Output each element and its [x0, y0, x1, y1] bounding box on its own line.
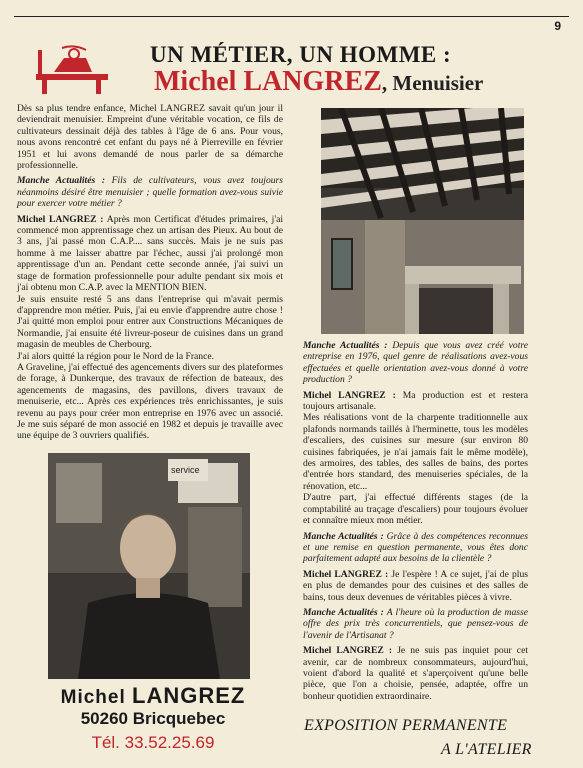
- answer-1-paragraph-2: Je suis ensuite resté 5 ans dans l'entreprise qui m'avait permis d'apprendre mon métier. Puis, j'ai eu envie d'apprendre autre chose ! J'ai quitté mon emploi pour entrer aux Constructions Mécaniques de Normandie, j'ai ensuite été livreur-poseur de cuisines dans un grand magasin de meubles de Cherbourg.: [17, 293, 283, 351]
- question-speaker: Manche Actualités :: [17, 175, 106, 187]
- exposition-line-1: EXPOSITION PERMANENTE: [304, 717, 508, 734]
- answer-1: [17, 214, 283, 294]
- card-last-name: LANGREZ: [132, 683, 246, 708]
- service-sign: service: [171, 465, 200, 475]
- headline-trade: , Menuisier: [381, 71, 484, 95]
- question-3: [303, 531, 528, 565]
- question-4: [303, 607, 528, 641]
- portrait-photo: [48, 453, 250, 679]
- question-speaker: Manche Actualités :: [303, 340, 388, 351]
- question-1: [17, 175, 283, 209]
- workbench-logo-icon: [34, 44, 110, 96]
- question-2: [303, 340, 528, 386]
- answer-text: Je l'espère ! A ce sujet, j'ai de plus en plus de demandes pour des cuisines et des salles de bains, tous deux devenues de véritables pièces à vivre.: [303, 568, 528, 603]
- answer-text: Je ne suis pas inquiet pour cet avenir, car de nombreux consommateurs, aujourd'hui, voient d'abord la qualité et s'aperçoivent qu'une belle pièce, que l'on a choisie, pensée, adaptée, offre un bonheur quotidien extraordinaire.: [303, 645, 528, 702]
- card-city: 50260 Bricquebec: [80, 709, 226, 728]
- answer-speaker: Michel LANGREZ :: [17, 213, 104, 225]
- answer-speaker: Michel LANGREZ :: [303, 389, 396, 401]
- answer-2-paragraph-3: D'autre part, j'ai effectué différents stages (de la comptabilité au traçage d'escaliers) pour toujours évoluer et connaître mieux mon métier.: [303, 492, 528, 527]
- exposition-line-2: A L'ATELIER: [441, 741, 532, 758]
- answer-3: [303, 569, 528, 603]
- top-rule: [14, 16, 569, 17]
- page-number: 9: [554, 19, 561, 33]
- question-text: A l'heure où la production de masse offre des prix très concurrentiels, que pensez-vous de l'avenir de l'Artisanat ?: [303, 606, 528, 641]
- answer-1-paragraph-3: J'ai alors quitté la région pour le Nord de la France.: [17, 350, 215, 362]
- question-speaker: Manche Actualités :: [303, 606, 384, 618]
- answer-text: Ma production est et restera toujours artisanale.: [303, 389, 528, 413]
- answer-4: [303, 645, 528, 702]
- headline-person-name: Michel LANGREZ: [154, 66, 382, 97]
- answer-speaker: Michel LANGREZ :: [303, 645, 393, 657]
- left-column: [17, 103, 283, 446]
- headline: UN MÉTIER, UN HOMME :: [150, 42, 452, 67]
- question-text: Fils de cultivateurs, vous avez toujours néanmoins désiré être menuisier ; quelle formation avez-vous suivie pour exercer votre métier ?: [17, 175, 284, 210]
- intro-paragraph: Dès sa plus tendre enfance, Michel LANGREZ savait qu'un jour il deviendrait menuisier. Empreint d'une véritable vocation, ce fils de cultivateurs dessinait déjà des tables à l'âge de 6 ans. Pour vous, nous avons rencontré cet enfant du pays né à Pierreville en février 1951 et lui avons demandé de nous parler de sa démarche professionnelle.: [17, 103, 283, 172]
- workshop-ceiling-photo: [321, 108, 524, 334]
- question-text: Grâce à des compétences reconnues et une remise en question permanente, vous êtes donc parfaitement adapté aux besoins de la clientèle ?: [303, 530, 528, 565]
- answer-2-paragraph-2: Mes réalisations vont de la charpente traditionnelle aux plafonds normands taillés à l'herminette, tous les modèles d'escaliers, des cuisines sur mesure (sur environ 80 cuisines fabriquées, je n'ai jamais fait le même modèle), des armoires, des tables, des salles de bains, des portes d'entrée hors standard, des menuiseries spéciales, de la rénovation, etc...: [303, 412, 528, 492]
- card-telephone: Tél. 33.52.25.69: [91, 733, 215, 752]
- answer-speaker: Michel LANGREZ :: [303, 568, 389, 580]
- answer-text: Après mon Certificat d'études primaires, j'ai commencé mon apprentissage chez un artisan des Pieux. Au bout de 3 ans, j'ai passé mon C.A.P.... sans succès. Mais je ne suis pas homme à me laisser abattre par l'échec, aussi j'ai prolongé mon apprentissage d'un an. Pendant cette seconde année, j'ai suivi un stage de formation professionnelle pour adulte pendant six mois et j'ai obtenu mon C.A.P. avec la MENTION BIEN.: [17, 213, 283, 294]
- answer-2: [303, 390, 528, 413]
- question-text: Depuis que vous avez créé votre entreprise en 1976, quel genre de réalisations avez-vous effectuées et quelle orientation avez-vous donné à votre production ?: [303, 340, 528, 386]
- question-speaker: Manche Actualités :: [303, 530, 384, 542]
- headline-name-line: [154, 66, 483, 98]
- answer-1-paragraph-4: A Graveline, j'ai effectué des agencements divers sur des plateformes de forage, à Dunkerque, des travaux de réfection de bateaux, des agencements de magasins, des pavillons, divers travaux de menuiserie, etc... Après ces expériences très enrichissantes, je suis revenu au pays pour créer mon entreprise en 1976 avec un associé. Je me suis séparé de mon associé en 1982 et depuis je travaille avec une équipe de 3 ouvriers qualifiés.: [17, 361, 283, 442]
- card-name: [58, 683, 248, 709]
- card-first-name: Michel: [60, 687, 126, 708]
- right-column: [303, 340, 528, 706]
